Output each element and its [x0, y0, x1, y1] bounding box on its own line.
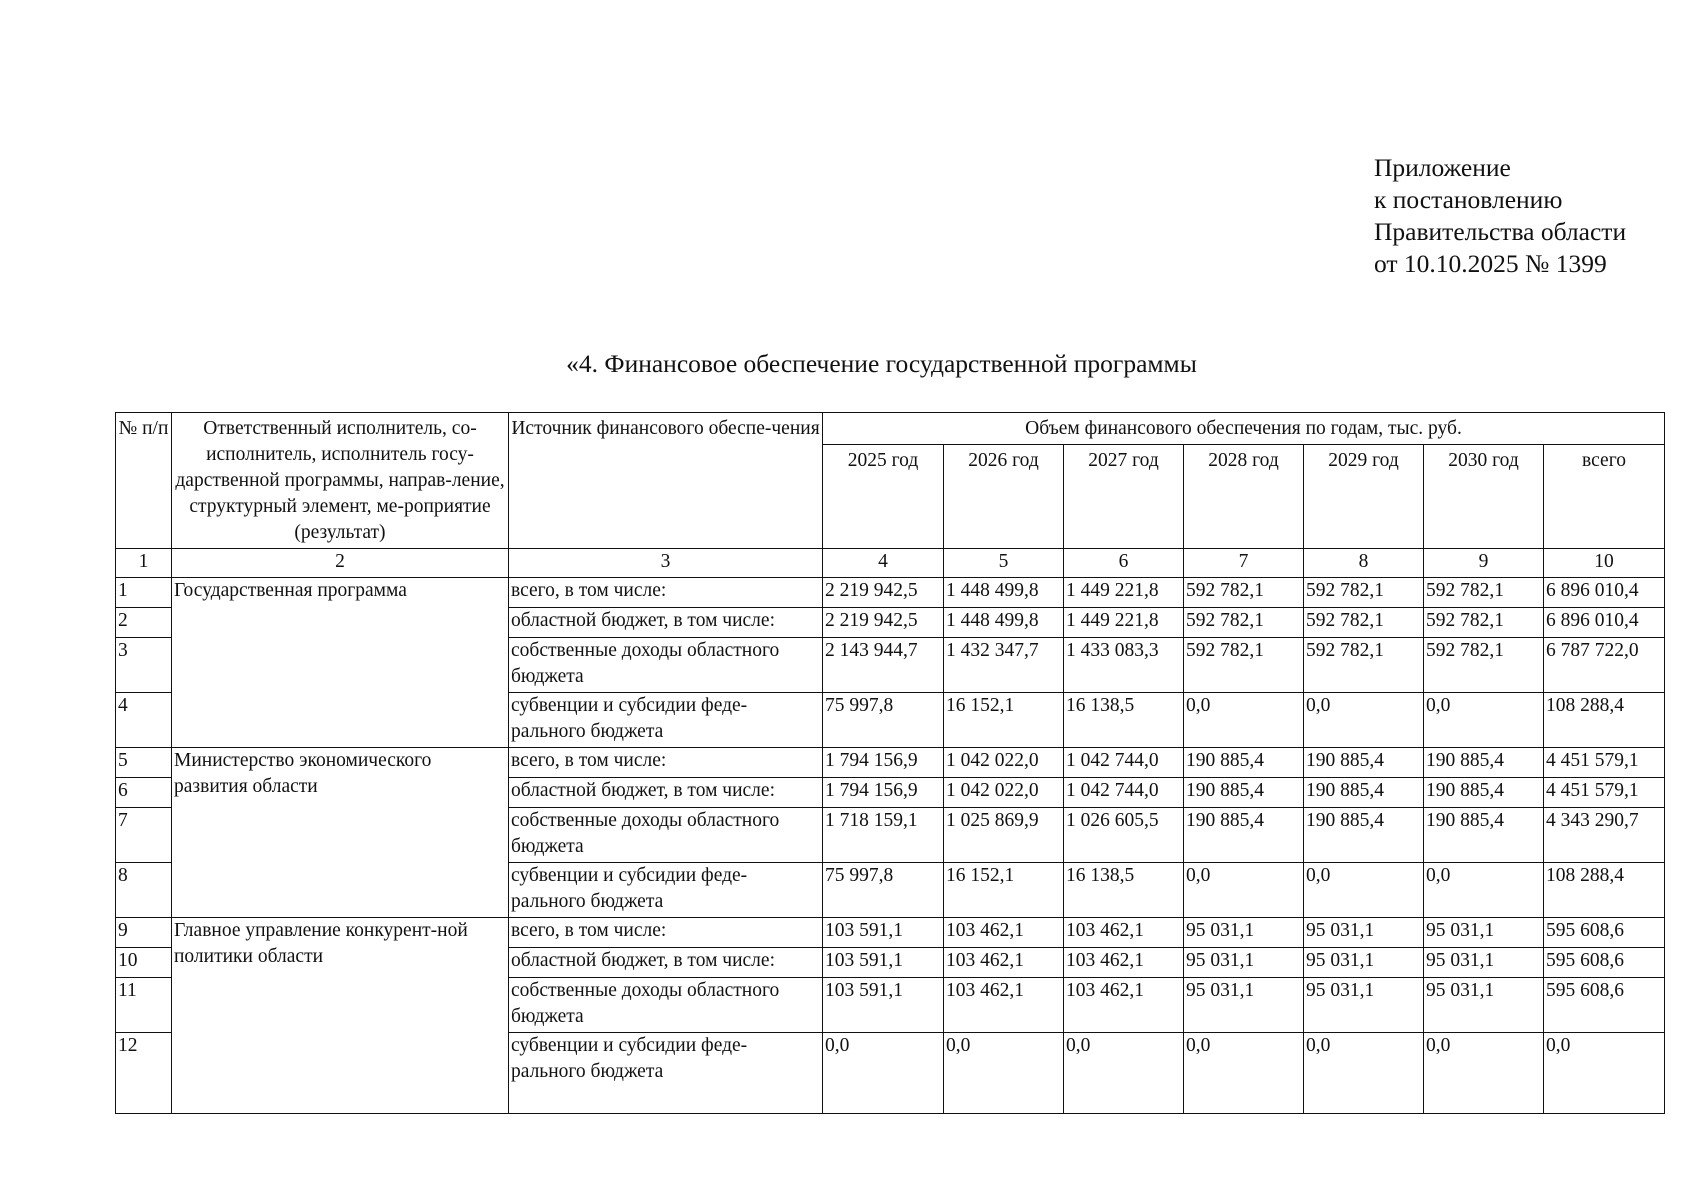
source-cell: всего, в том числе:	[509, 748, 823, 778]
value-cell: 6 787 722,0	[1544, 638, 1665, 693]
value-cell: 190 885,4	[1304, 748, 1424, 778]
row-number: 12	[116, 1033, 172, 1114]
value-cell: 1 448 499,8	[944, 578, 1064, 608]
value-cell: 1 042 022,0	[944, 778, 1064, 808]
column-number: 6	[1064, 549, 1184, 578]
header-year: 2028 год	[1184, 445, 1304, 549]
value-cell: 108 288,4	[1544, 863, 1665, 918]
value-cell: 592 782,1	[1304, 638, 1424, 693]
value-cell: 190 885,4	[1424, 778, 1544, 808]
value-cell: 190 885,4	[1304, 808, 1424, 863]
value-cell: 95 031,1	[1424, 948, 1544, 978]
source-cell: всего, в том числе:	[509, 918, 823, 948]
row-number: 8	[116, 863, 172, 918]
source-cell: всего, в том числе:	[509, 578, 823, 608]
value-cell: 0,0	[1184, 1033, 1304, 1114]
row-number: 2	[116, 608, 172, 638]
value-cell: 95 031,1	[1304, 978, 1424, 1033]
value-cell: 95 031,1	[1184, 948, 1304, 978]
value-cell: 6 896 010,4	[1544, 578, 1665, 608]
source-cell: субвенции и субсидии феде-рального бюджета	[509, 693, 823, 748]
responsible-cell: Государственная программа	[172, 578, 509, 748]
value-cell: 0,0	[1424, 863, 1544, 918]
value-cell: 2 143 944,7	[823, 638, 944, 693]
value-cell: 95 031,1	[1424, 978, 1544, 1033]
value-cell: 103 591,1	[823, 918, 944, 948]
value-cell: 1 794 156,9	[823, 778, 944, 808]
value-cell: 1 042 022,0	[944, 748, 1064, 778]
source-cell: собственные доходы областного бюджета	[509, 808, 823, 863]
value-cell: 95 031,1	[1184, 918, 1304, 948]
column-number: 2	[172, 549, 509, 578]
value-cell: 595 608,6	[1544, 948, 1665, 978]
value-cell: 103 462,1	[1064, 918, 1184, 948]
appendix-line: Правительства области	[1374, 217, 1627, 246]
column-number: 5	[944, 549, 1064, 578]
value-cell: 1 025 869,9	[944, 808, 1064, 863]
financing-table	[115, 412, 1665, 1114]
table-row	[116, 578, 1665, 608]
value-cell: 592 782,1	[1424, 578, 1544, 608]
appendix-block	[1374, 152, 1626, 280]
value-cell: 592 782,1	[1304, 578, 1424, 608]
value-cell: 592 782,1	[1424, 638, 1544, 693]
value-cell: 16 152,1	[944, 693, 1064, 748]
value-cell: 103 462,1	[944, 948, 1064, 978]
value-cell: 4 343 290,7	[1544, 808, 1665, 863]
value-cell: 103 462,1	[1064, 948, 1184, 978]
value-cell: 16 138,5	[1064, 693, 1184, 748]
appendix-line: от 10.10.2025 № 1399	[1374, 249, 1607, 278]
value-cell: 0,0	[1424, 693, 1544, 748]
value-cell: 103 591,1	[823, 948, 944, 978]
source-cell: собственные доходы областного бюджета	[509, 978, 823, 1033]
row-number: 3	[116, 638, 172, 693]
value-cell: 95 031,1	[1304, 918, 1424, 948]
value-cell: 190 885,4	[1184, 808, 1304, 863]
header-num: № п/п	[116, 413, 172, 549]
value-cell: 0,0	[1184, 693, 1304, 748]
value-cell: 103 462,1	[1064, 978, 1184, 1033]
value-cell: 1 718 159,1	[823, 808, 944, 863]
value-cell: 592 782,1	[1184, 608, 1304, 638]
value-cell: 0,0	[823, 1033, 944, 1114]
value-cell: 0,0	[1424, 1033, 1544, 1114]
column-number: 10	[1544, 549, 1665, 578]
value-cell: 1 433 083,3	[1064, 638, 1184, 693]
column-number: 8	[1304, 549, 1424, 578]
header-total: всего	[1544, 445, 1665, 549]
value-cell: 1 794 156,9	[823, 748, 944, 778]
value-cell: 0,0	[944, 1033, 1064, 1114]
value-cell: 4 451 579,1	[1544, 748, 1665, 778]
value-cell: 95 031,1	[1184, 978, 1304, 1033]
value-cell: 0,0	[1304, 1033, 1424, 1114]
value-cell: 1 448 499,8	[944, 608, 1064, 638]
responsible-cell: Главное управление конкурент-ной политики области	[172, 918, 509, 1114]
header-year: 2025 год	[823, 445, 944, 549]
row-number: 4	[116, 693, 172, 748]
source-cell: субвенции и субсидии феде-рального бюджета	[509, 1033, 823, 1114]
value-cell: 190 885,4	[1424, 748, 1544, 778]
value-cell: 595 608,6	[1544, 978, 1665, 1033]
value-cell: 16 138,5	[1064, 863, 1184, 918]
table-row	[116, 918, 1665, 948]
row-number: 6	[116, 778, 172, 808]
value-cell: 595 608,6	[1544, 918, 1665, 948]
value-cell: 1 432 347,7	[944, 638, 1064, 693]
header-row	[116, 413, 1665, 445]
value-cell: 75 997,8	[823, 863, 944, 918]
table-body	[116, 578, 1665, 1114]
column-number: 4	[823, 549, 944, 578]
value-cell: 95 031,1	[1424, 918, 1544, 948]
document-title: «4. Финансовое обеспечение государственной программы	[566, 349, 1197, 378]
row-number: 10	[116, 948, 172, 978]
value-cell: 1 449 221,8	[1064, 578, 1184, 608]
source-cell: областной бюджет, в том числе:	[509, 608, 823, 638]
header-year: 2026 год	[944, 445, 1064, 549]
value-cell: 103 462,1	[944, 918, 1064, 948]
appendix-line: Приложение	[1374, 153, 1511, 182]
header-year: 2027 год	[1064, 445, 1184, 549]
value-cell: 592 782,1	[1304, 608, 1424, 638]
row-number: 11	[116, 978, 172, 1033]
value-cell: 103 591,1	[823, 978, 944, 1033]
value-cell: 190 885,4	[1424, 808, 1544, 863]
value-cell: 190 885,4	[1184, 778, 1304, 808]
source-cell: собственные доходы областного бюджета	[509, 638, 823, 693]
row-number: 7	[116, 808, 172, 863]
source-cell: областной бюджет, в том числе:	[509, 948, 823, 978]
value-cell: 190 885,4	[1184, 748, 1304, 778]
column-number: 9	[1424, 549, 1544, 578]
value-cell: 0,0	[1184, 863, 1304, 918]
value-cell: 1 449 221,8	[1064, 608, 1184, 638]
value-cell: 1 026 605,5	[1064, 808, 1184, 863]
header-volume: Объем финансового обеспечения по годам, тыс. руб.	[823, 413, 1665, 445]
header-year: 2030 год	[1424, 445, 1544, 549]
value-cell: 4 451 579,1	[1544, 778, 1665, 808]
row-number: 1	[116, 578, 172, 608]
header-responsible: Ответственный исполнитель, со-исполнитель, исполнитель госу-дарственной программы, направ-ление, структурный элемент, ме-роприятие (результат)	[172, 413, 509, 549]
value-cell: 1 042 744,0	[1064, 778, 1184, 808]
column-number: 7	[1184, 549, 1304, 578]
source-cell: областной бюджет, в том числе:	[509, 778, 823, 808]
row-number: 9	[116, 918, 172, 948]
value-cell: 75 997,8	[823, 693, 944, 748]
value-cell: 592 782,1	[1184, 578, 1304, 608]
value-cell: 0,0	[1304, 693, 1424, 748]
value-cell: 16 152,1	[944, 863, 1064, 918]
value-cell: 1 042 744,0	[1064, 748, 1184, 778]
appendix-line: к постановлению	[1374, 185, 1563, 214]
value-cell: 592 782,1	[1184, 638, 1304, 693]
column-number-row	[116, 549, 1665, 578]
table-row	[116, 748, 1665, 778]
column-number: 1	[116, 549, 172, 578]
value-cell: 0,0	[1544, 1033, 1665, 1114]
row-number: 5	[116, 748, 172, 778]
header-year: 2029 год	[1304, 445, 1424, 549]
value-cell: 6 896 010,4	[1544, 608, 1665, 638]
value-cell: 95 031,1	[1304, 948, 1424, 978]
header-source: Источник финансового обеспе-чения	[509, 413, 823, 549]
value-cell: 103 462,1	[944, 978, 1064, 1033]
value-cell: 0,0	[1304, 863, 1424, 918]
value-cell: 108 288,4	[1544, 693, 1665, 748]
column-number: 3	[509, 549, 823, 578]
value-cell: 2 219 942,5	[823, 608, 944, 638]
value-cell: 0,0	[1064, 1033, 1184, 1114]
source-cell: субвенции и субсидии феде-рального бюджета	[509, 863, 823, 918]
value-cell: 592 782,1	[1424, 608, 1544, 638]
responsible-cell: Министерство экономического развития области	[172, 748, 509, 918]
value-cell: 190 885,4	[1304, 778, 1424, 808]
value-cell: 2 219 942,5	[823, 578, 944, 608]
